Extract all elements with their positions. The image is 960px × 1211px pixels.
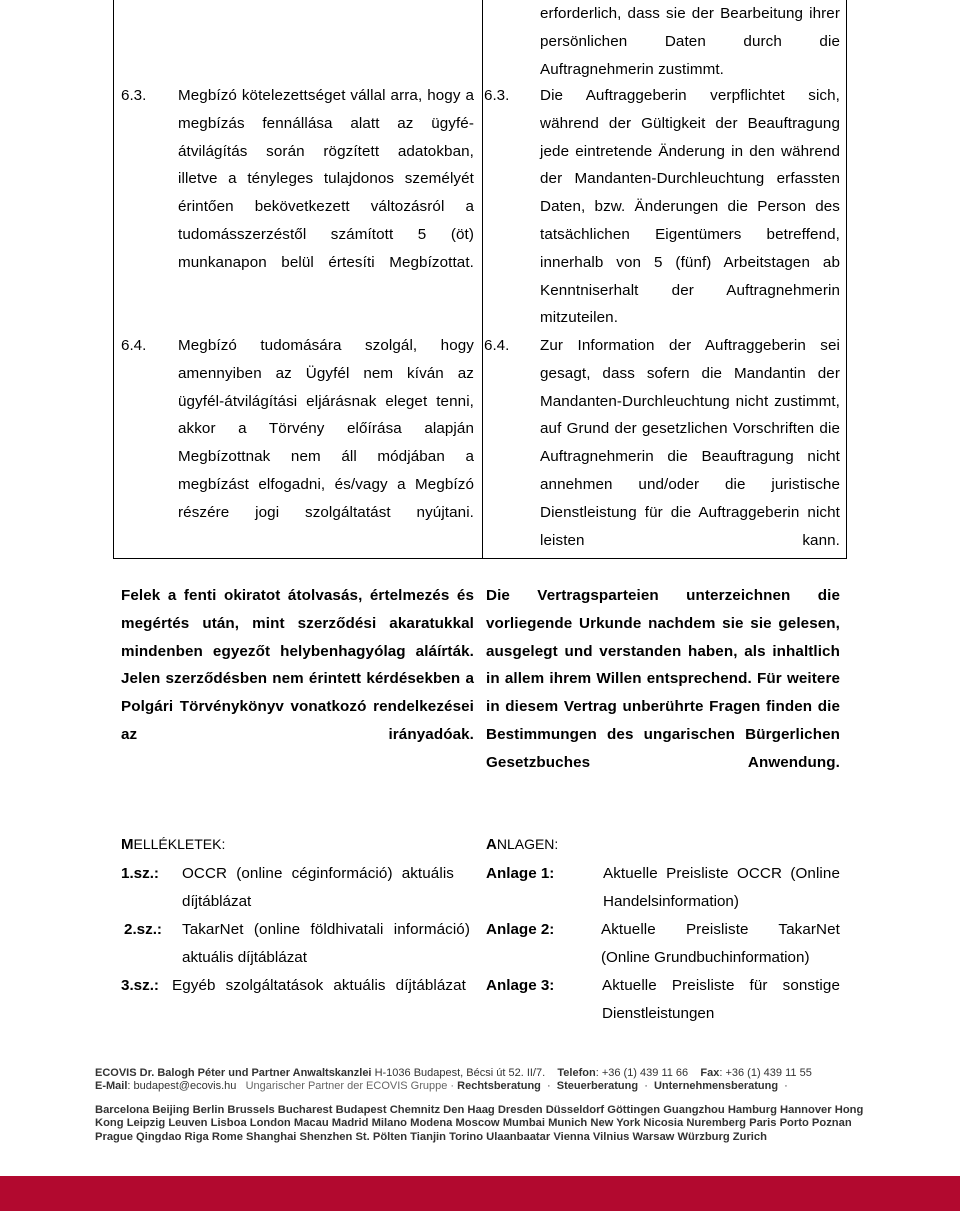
attachment-line2-hu-1: díjtáblázat bbox=[182, 893, 252, 910]
attachments-heading-de-first: A bbox=[486, 836, 497, 853]
attachment-line2-de-1: Handelsinformation) bbox=[603, 893, 739, 910]
attachment-line2-de-2: (Online Grundbuchinformation) bbox=[601, 949, 810, 966]
section-number-de-64: 6.4. bbox=[484, 337, 510, 354]
attachment-line2-hu-2: aktuális díjtáblázat bbox=[182, 949, 307, 966]
attachment-line1-de-1: Aktuelle Preisliste OCCR (Online bbox=[603, 865, 840, 882]
footer-service-tax: Steuerberatung bbox=[556, 1080, 639, 1092]
footer-line-1 bbox=[95, 1067, 812, 1081]
footer-fax: : +36 (1) 439 11 55 bbox=[719, 1067, 812, 1079]
attachment-line2-de-3: Dienstleistungen bbox=[602, 1005, 715, 1022]
attachment-line1-hu-3: Egyéb szolgáltatások aktuális díjtáblázat bbox=[172, 977, 466, 994]
attachment-label-de-1: Anlage 1: bbox=[486, 865, 555, 882]
attachment-label-hu-3: 3.sz.: bbox=[121, 977, 159, 994]
attachment-label-hu-2: 2.sz.: bbox=[124, 921, 162, 938]
attachments-heading-hu bbox=[121, 836, 225, 853]
section-number-de-63: 6.3. bbox=[484, 87, 510, 104]
attachments-heading-de bbox=[486, 836, 558, 853]
footer-email[interactable]: : budapest@ecovis.hu bbox=[127, 1080, 237, 1092]
section-number-hu-64: 6.4. bbox=[121, 337, 147, 354]
attachment-line1-de-3: Aktuelle Preisliste für sonstige bbox=[602, 977, 840, 994]
column-divider bbox=[482, 0, 483, 558]
section-number-hu-63: 6.3. bbox=[121, 87, 147, 104]
attachments-heading-hu-rest: ELLÉKLETEK: bbox=[133, 836, 226, 852]
section-text-hu-63: Megbízó kötelezettséget vállal arra, hogy a megbízás fennállása alatt az ügyfé-átvilágítás során rögzített adatokban, illetve a tényleges tulajdonos személyét érintően bekövetkezett változásról a tudomásszerzéstől számított 5 (öt) munkanapon belül értesíti Megbízottat. bbox=[178, 87, 474, 271]
footer-firm: ECOVIS Dr. Balogh Péter und Partner Anwaltskanzlei bbox=[95, 1067, 372, 1079]
closing-paragraph-hu: Felek a fenti okiratot átolvasás, értelmezés és megértés után, mint szerződési akaratukkal mindenben egyezőt helybenhagyólag aláírták. Jelen szerződésben nem érintett kérdésekben a Polgári Törvénykönyv vonatkozó rendelkezései az irányadóak. bbox=[121, 587, 474, 743]
section-text-de-64: Zur Information der Auftraggeberin sei gesagt, dass sofern die Mandantin der Mandanten-Durchleuchtung nicht zustimmt, auf Grund der gesetzlichen Vorschriften die Auftragnehmerin die Beauftragung nicht annehmen und/oder die juristische Dienstleistung für die Auftraggeberin nicht leisten kann. bbox=[540, 337, 840, 549]
footer-fax-label: Fax bbox=[700, 1067, 720, 1079]
section-text-hu-64: Megbízó tudomására szolgál, hogy amennyiben az Ügyfél nem kíván az ügyfél-átvilágítási eljárásnak eleget tenni, akkor a Törvény előírása alapján Megbízottnak nem áll módjában a megbízást elfogadni, és/vagy a Megbízó részére jogi szolgáltatást nyújtani. bbox=[178, 337, 474, 521]
attachments-heading-de-rest: NLAGEN: bbox=[496, 836, 559, 852]
attachment-label-de-2: Anlage 2: bbox=[486, 921, 555, 938]
de-intro-paragraph bbox=[540, 0, 840, 83]
de-intro-text: erforderlich, dass sie der Bearbeitung ihrer persönlichen Daten durch die Auftragnehmerin zustimmt. bbox=[540, 5, 840, 78]
closing-paragraph-de: Die Vertragsparteien unterzeichnen die vorliegende Urkunde nachdem sie sie gelesen, ausgelegt und verstanden haben, als inhaltlich in allem ihrem Willen entsprechend. Für weitere in diesem Vertrag unberührte Fragen finden die Bestimmungen des ungarischen Bürgerlichen Gesetzbuches Anwendung. bbox=[486, 587, 840, 771]
footer-line-2: E-Mail: budapest@ecovis.hu Ungarischer Partner der ECOVIS Gruppe · Rechtsberatung · Steuerberatung · Unternehmensberatung · bbox=[95, 1080, 788, 1092]
footer-address: H-1036 Budapest, Bécsi út 52. II/7. bbox=[374, 1067, 546, 1079]
footer-service-legal: Rechtsberatung bbox=[457, 1080, 541, 1092]
footer-phone-label: Telefon bbox=[557, 1067, 596, 1079]
footer-phone: : +36 (1) 439 11 66 bbox=[595, 1067, 689, 1079]
footer-brand-bar bbox=[0, 1176, 960, 1211]
section-text-de-63: Die Auftraggeberin verpflichtet sich, während der Gültigkeit der Beauftragung jede eintretende Änderung in den während der Mandanten-Durchleuchtung erfassten Daten, bzw. Änderungen die Person des tatsächlichen Eigentümers betreffend, innerhalb von 5 (fünf) Arbeitstagen ab Kenntniserhalt der Auftragnehmerin mitzuteilen. bbox=[540, 87, 840, 327]
footer-partner: Ungarischer Partner der ECOVIS Gruppe · bbox=[245, 1080, 455, 1092]
attachment-label-de-3: Anlage 3: bbox=[486, 977, 555, 994]
footer-cities: Barcelona Beijing Berlin Brussels Bucharest Budapest Chemnitz Den Haag Dresden Düsseldorf Göttingen Guangzhou Hamburg Hannover Hong Kong Leipzig Leuven Lisboa London Macau Madrid Milano Modena Moscow Mumbai Munich New York Nicosia Nuremberg Paris Porto Poznan Prague Qingdao Riga Rome Shanghai Shenzhen St. Pölten Tianjin Torino Ulaanbaatar Vienna Vilnius Warsaw Würzburg Zurich bbox=[95, 1104, 864, 1143]
attachment-line1-hu-1: OCCR (online céginformáció) aktuális bbox=[182, 865, 454, 882]
attachment-line1-hu-2: TakarNet (online földhivatali információ) bbox=[182, 921, 470, 938]
footer-email-label: E-Mail bbox=[95, 1080, 128, 1092]
attachment-line1-de-2: Aktuelle Preisliste TakarNet bbox=[601, 921, 840, 938]
attachment-label-hu-1: 1.sz.: bbox=[121, 865, 159, 882]
footer-service-business: Unternehmensberatung bbox=[653, 1080, 779, 1092]
attachments-heading-hu-first: M bbox=[121, 836, 134, 853]
